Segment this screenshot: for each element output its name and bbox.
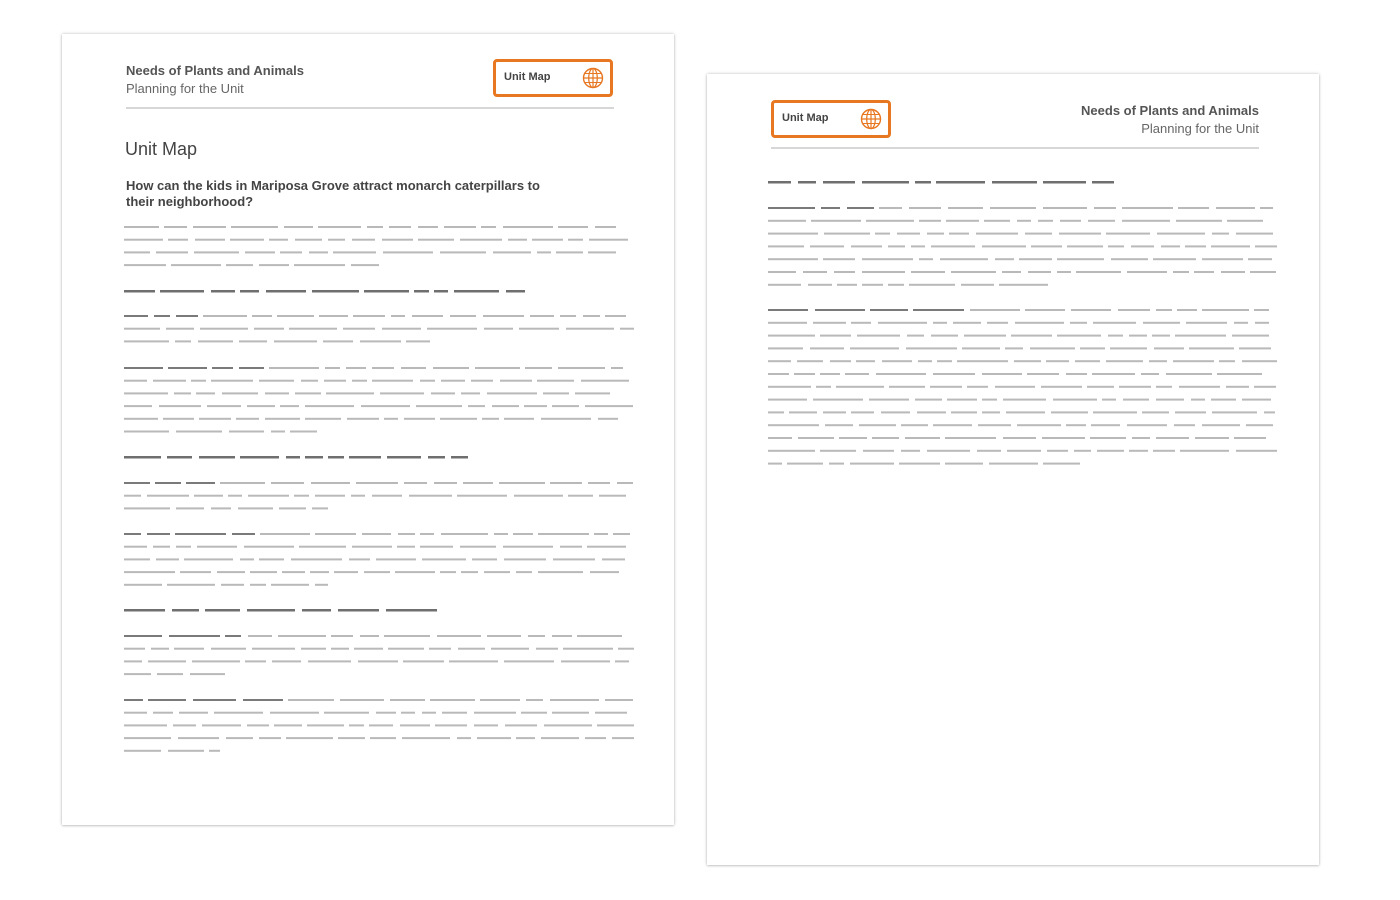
unit-title: Needs of Plants and Animals	[1081, 103, 1259, 118]
driving-question: How can the kids in Mariposa Grove attract monarch caterpillars to their neighborhood?	[126, 178, 540, 209]
placeholder-text-lines	[62, 34, 674, 825]
unit-subtitle: Planning for the Unit	[1141, 121, 1259, 136]
unit-map-button-label: Unit Map	[504, 71, 551, 83]
document-page-left	[62, 34, 674, 825]
placeholder-text-lines	[707, 74, 1319, 865]
unit-map-button-label: Unit Map	[782, 112, 829, 124]
unit-subtitle: Planning for the Unit	[126, 81, 244, 96]
document-page-right	[707, 74, 1319, 865]
unit-title: Needs of Plants and Animals	[126, 63, 304, 78]
page-heading: Unit Map	[125, 139, 198, 159]
